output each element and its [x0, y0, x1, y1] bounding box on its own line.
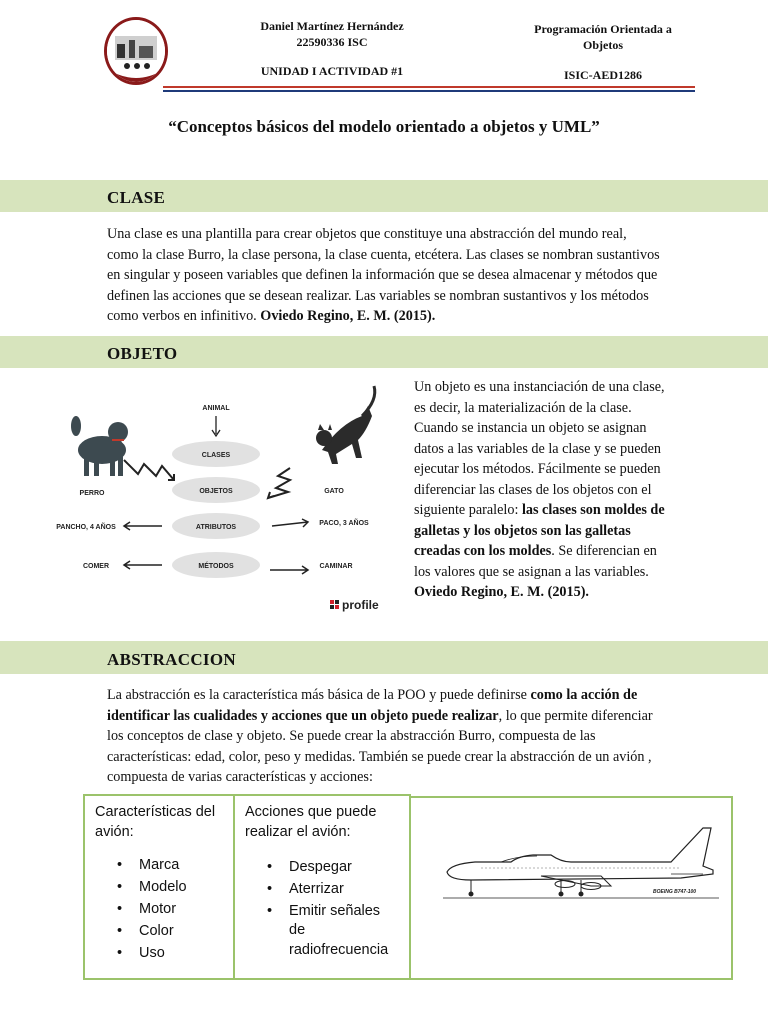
- clase-citation: Oviedo Regino, E. M. (2015).: [260, 308, 436, 324]
- class-object-diagram: [40, 380, 400, 620]
- clase-paragraph: [107, 224, 707, 327]
- clase-last-line: como verbos en infinitivo.: [107, 308, 257, 324]
- clase-line: [107, 306, 707, 327]
- list-item: • Uso: [139, 942, 187, 964]
- objeto-line: ejecutar los métodos. Fácilmente se pueden: [414, 461, 661, 477]
- objeto-line9-bold: creadas con los moldes: [414, 543, 552, 559]
- label-paco: PACO, 3 AÑOS: [319, 520, 369, 527]
- box-title-line: avión:: [95, 824, 134, 840]
- objeto-line: los valores que se asignan a las variables.: [414, 563, 649, 580]
- profile-logo-icon: [330, 600, 339, 609]
- objeto-paragraph: [414, 377, 714, 603]
- course-code: ISIC-AED1286: [563, 68, 642, 82]
- objeto-line: [414, 521, 714, 542]
- section-band-objeto: [0, 336, 768, 368]
- profile-brand: profile: [342, 598, 379, 612]
- abstraccion-line1-bold: como la acción de: [530, 687, 638, 703]
- plane-label: BOEING B747-100: [653, 889, 697, 895]
- list-item: • Color: [139, 920, 187, 942]
- objeto-line: Cuando se instancia un objeto se asignan: [414, 420, 647, 436]
- objeto-line: datos a las variables de la clase y se pueden: [414, 440, 661, 457]
- acciones-list: [267, 856, 380, 922]
- course-line-2: Objetos: [583, 38, 623, 52]
- arrow-right-atributos: [272, 519, 308, 527]
- list-item: • Marca: [139, 854, 187, 876]
- section-heading-clase: CLASE: [107, 188, 166, 207]
- author-name: Daniel Martínez Hernández: [260, 19, 404, 33]
- list-item: • Aterrizar: [289, 878, 380, 900]
- activity-label: UNIDAD I ACTIVIDAD #1: [260, 64, 404, 78]
- objeto-line: Un objeto es una instanciación de una clase,: [414, 379, 665, 395]
- node-clases: CLASES: [201, 452, 231, 459]
- list-item: • Emitir señales: [289, 900, 380, 922]
- label-gato: GATO: [324, 488, 344, 495]
- author-block: [232, 18, 432, 50]
- caracteristicas-list: [117, 854, 187, 964]
- arrow-left-atributos: [124, 522, 162, 530]
- clase-line: como la clase Burro, la clase persona, la clase cuenta, etcétera. Las clases se nombran sustantivos: [107, 246, 660, 263]
- label-caminar: CAMINAR: [319, 563, 353, 570]
- abstraccion-line2-plain: , lo que permite diferenciar: [498, 707, 653, 724]
- abstraccion-line: [107, 685, 727, 706]
- dog-icon: [71, 416, 128, 476]
- abstraccion-line: compuesta de varias características y acciones:: [107, 769, 373, 785]
- objeto-line9-plain: . Se diferencian en: [551, 543, 657, 559]
- student-id: 22590336 ISC: [296, 35, 368, 49]
- abstraccion-line: características: edad, color, peso y medidas. También se puede crear la abstracción de un avión ,: [107, 748, 652, 765]
- acciones-item3-continuation: [289, 920, 388, 960]
- arrow-right-metodos: [270, 566, 308, 574]
- objeto-line: [414, 582, 714, 603]
- box-title-line: Acciones que puede: [245, 804, 377, 820]
- objeto-line7-plain: siguiente paralelo:: [414, 502, 522, 518]
- zigzag-arrow-left: [124, 460, 174, 480]
- list-item: • Modelo: [139, 876, 187, 898]
- section-band-abstraccion: [0, 641, 768, 674]
- box-title-line: realizar el avión:: [245, 824, 351, 840]
- objeto-line8-bold: galletas y los objetos son las galletas: [414, 522, 631, 539]
- abstraccion-line: [107, 706, 727, 727]
- objeto-line: diferenciar las clases de los objetos con el: [414, 481, 652, 498]
- node-objetos: OBJETOS: [199, 488, 233, 495]
- objeto-citation: Oviedo Regino, E. M. (2015).: [414, 584, 589, 600]
- diagram-top-label: ANIMAL: [202, 405, 230, 412]
- objeto-line: [414, 541, 714, 562]
- objeto-line7-bold: las clases son moldes de: [521, 502, 665, 518]
- objeto-line: [414, 500, 714, 521]
- course-name: [508, 21, 698, 53]
- arrow-left-metodos: [124, 561, 162, 569]
- label-perro: PERRO: [79, 490, 105, 497]
- header-rule-red: [163, 86, 695, 88]
- acciones-cont-line: radiofrecuencia: [289, 942, 389, 958]
- label-pancho: PANCHO, 4 AÑOS: [56, 524, 116, 531]
- institution-logo: [104, 17, 168, 85]
- acciones-cont-line: de: [289, 922, 306, 938]
- list-item: • Despegar: [289, 856, 380, 878]
- label-comer: COMER: [82, 563, 110, 570]
- box-title-line: Características del: [95, 804, 216, 820]
- section-heading-abstraccion: ABSTRACCION: [107, 650, 236, 669]
- box-caracteristicas-title: [95, 802, 215, 842]
- abstraccion-line2-bold: identificar las cualidades y acciones que un objeto puede realizar: [107, 707, 499, 724]
- zigzag-arrow-right: [268, 468, 290, 498]
- node-metodos: MÉTODOS: [198, 563, 234, 570]
- node-atributos: ATRIBUTOS: [195, 524, 237, 531]
- box-acciones: [233, 794, 411, 980]
- airplane-icon: [441, 822, 721, 908]
- abstraccion-line: los conceptos de clase y objeto. Se puede crear la abstracción Burro, compuesta de las: [107, 728, 596, 744]
- clase-line: Una clase es una plantilla para crear objetos que constituye una abstracción del mundo real,: [107, 226, 627, 242]
- section-heading-objeto: OBJETO: [107, 344, 178, 363]
- section-band-clase: [0, 180, 768, 212]
- course-line-1: Programación Orientada a: [534, 22, 672, 36]
- clase-line: en singular y poseen variables que definen la información que se desea almacenar y métodos que: [107, 267, 658, 283]
- box-caracteristicas: [83, 794, 235, 980]
- abstraccion-line1-plain: La abstracción es la característica más básica de la POO y puede definirse: [107, 687, 531, 703]
- header-rule-blue: [163, 90, 695, 92]
- box-plane-drawing: [409, 796, 733, 980]
- document-title: “Conceptos básicos del modelo orientado a objetos y UML”: [168, 117, 600, 136]
- list-item: • Motor: [139, 898, 187, 920]
- abstraccion-paragraph: [107, 685, 727, 788]
- objeto-line: es decir, la materialización de la clase.: [414, 399, 632, 416]
- box-acciones-title: [245, 802, 376, 842]
- cat-icon: [316, 386, 375, 464]
- clase-line: definen las acciones que se desean realizar. Las variables se nombran sustantivos y los métodos: [107, 287, 649, 304]
